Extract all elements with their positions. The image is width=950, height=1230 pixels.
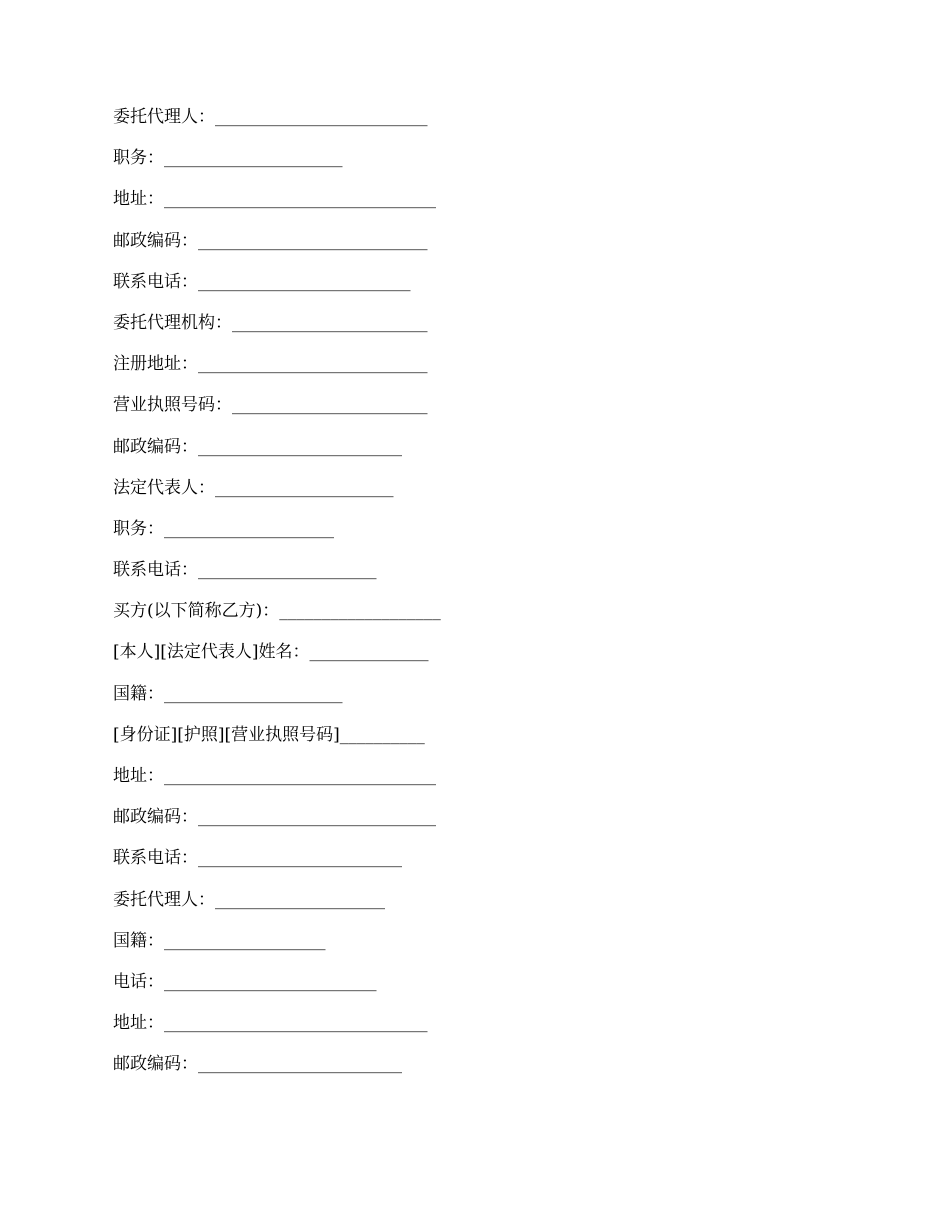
buyer-postal-code-text: 邮政编码：____________________________ (113, 807, 436, 828)
buyer-id-text: [身份证][护照][营业执照号码]__________ (113, 724, 425, 745)
agent-position-line (113, 146, 833, 187)
buyer-name-line (113, 640, 833, 681)
buyer-postal-code-line (113, 805, 833, 846)
buyer-heading-line (113, 599, 833, 640)
agent-phone-text: 联系电话：_________________________ (113, 271, 411, 292)
buyer-phone-line (113, 846, 833, 887)
agency-postal-code-line (113, 435, 833, 476)
agent-address-line (113, 187, 833, 228)
buyer-heading-text: 买方(以下简称乙方)：___________________ (113, 601, 441, 622)
buyer-nationality-text: 国籍：_____________________ (113, 683, 343, 704)
buyer-agent-phone-line (113, 970, 833, 1011)
agent-postal-code-text: 邮政编码：___________________________ (113, 230, 428, 251)
agency-phone-text: 联系电话：_____________________ (113, 560, 377, 581)
buyer-agent-postal-code-line (113, 1052, 833, 1093)
buyer-agent-phone-text: 电话：_________________________ (113, 971, 377, 992)
buyer-address-text: 地址：________________________________ (113, 766, 436, 786)
agent-address-text: 地址：________________________________ (113, 189, 436, 210)
agency-text: 委托代理机构：_______________________ (113, 312, 428, 333)
buyer-agent-address-line (113, 1011, 833, 1052)
buyer-agent-address-text: 地址：_______________________________ (113, 1013, 428, 1034)
agent-phone-line (113, 270, 833, 311)
representative-position-text: 职务：____________________ (113, 518, 334, 539)
buyer-phone-text: 联系电话：________________________ (113, 848, 402, 869)
business-license-text: 营业执照号码：_______________________ (113, 395, 428, 416)
buyer-id-line (113, 723, 833, 764)
registered-address-line (113, 352, 833, 393)
agent-position-text: 职务：_____________________ (113, 148, 343, 169)
representative-position-line (113, 517, 833, 558)
contract-party-form (113, 105, 833, 1094)
buyer-nationality-line (113, 682, 833, 723)
agency-line (113, 311, 833, 352)
registered-address-text: 注册地址：___________________________ (113, 354, 428, 375)
agent-text: 委托代理人：_________________________ (113, 107, 428, 127)
buyer-agent-nationality-line (113, 929, 833, 970)
business-license-line (113, 393, 833, 434)
buyer-name-text: [本人][法定代表人]姓名：______________ (113, 642, 429, 663)
buyer-agent-nationality-text: 国籍：___________________ (113, 930, 326, 951)
legal-representative-line (113, 476, 833, 517)
buyer-agent-line (113, 888, 833, 929)
agent-postal-code-line (113, 229, 833, 270)
agency-postal-code-text: 邮政编码：________________________ (113, 436, 402, 457)
legal-representative-text: 法定代表人：_____________________ (113, 477, 394, 498)
buyer-agent-postal-code-text: 邮政编码：________________________ (113, 1054, 402, 1075)
buyer-agent-text: 委托代理人：____________________ (113, 889, 385, 910)
agency-phone-line (113, 558, 833, 599)
agent-line (113, 105, 833, 146)
buyer-address-line (113, 764, 833, 805)
